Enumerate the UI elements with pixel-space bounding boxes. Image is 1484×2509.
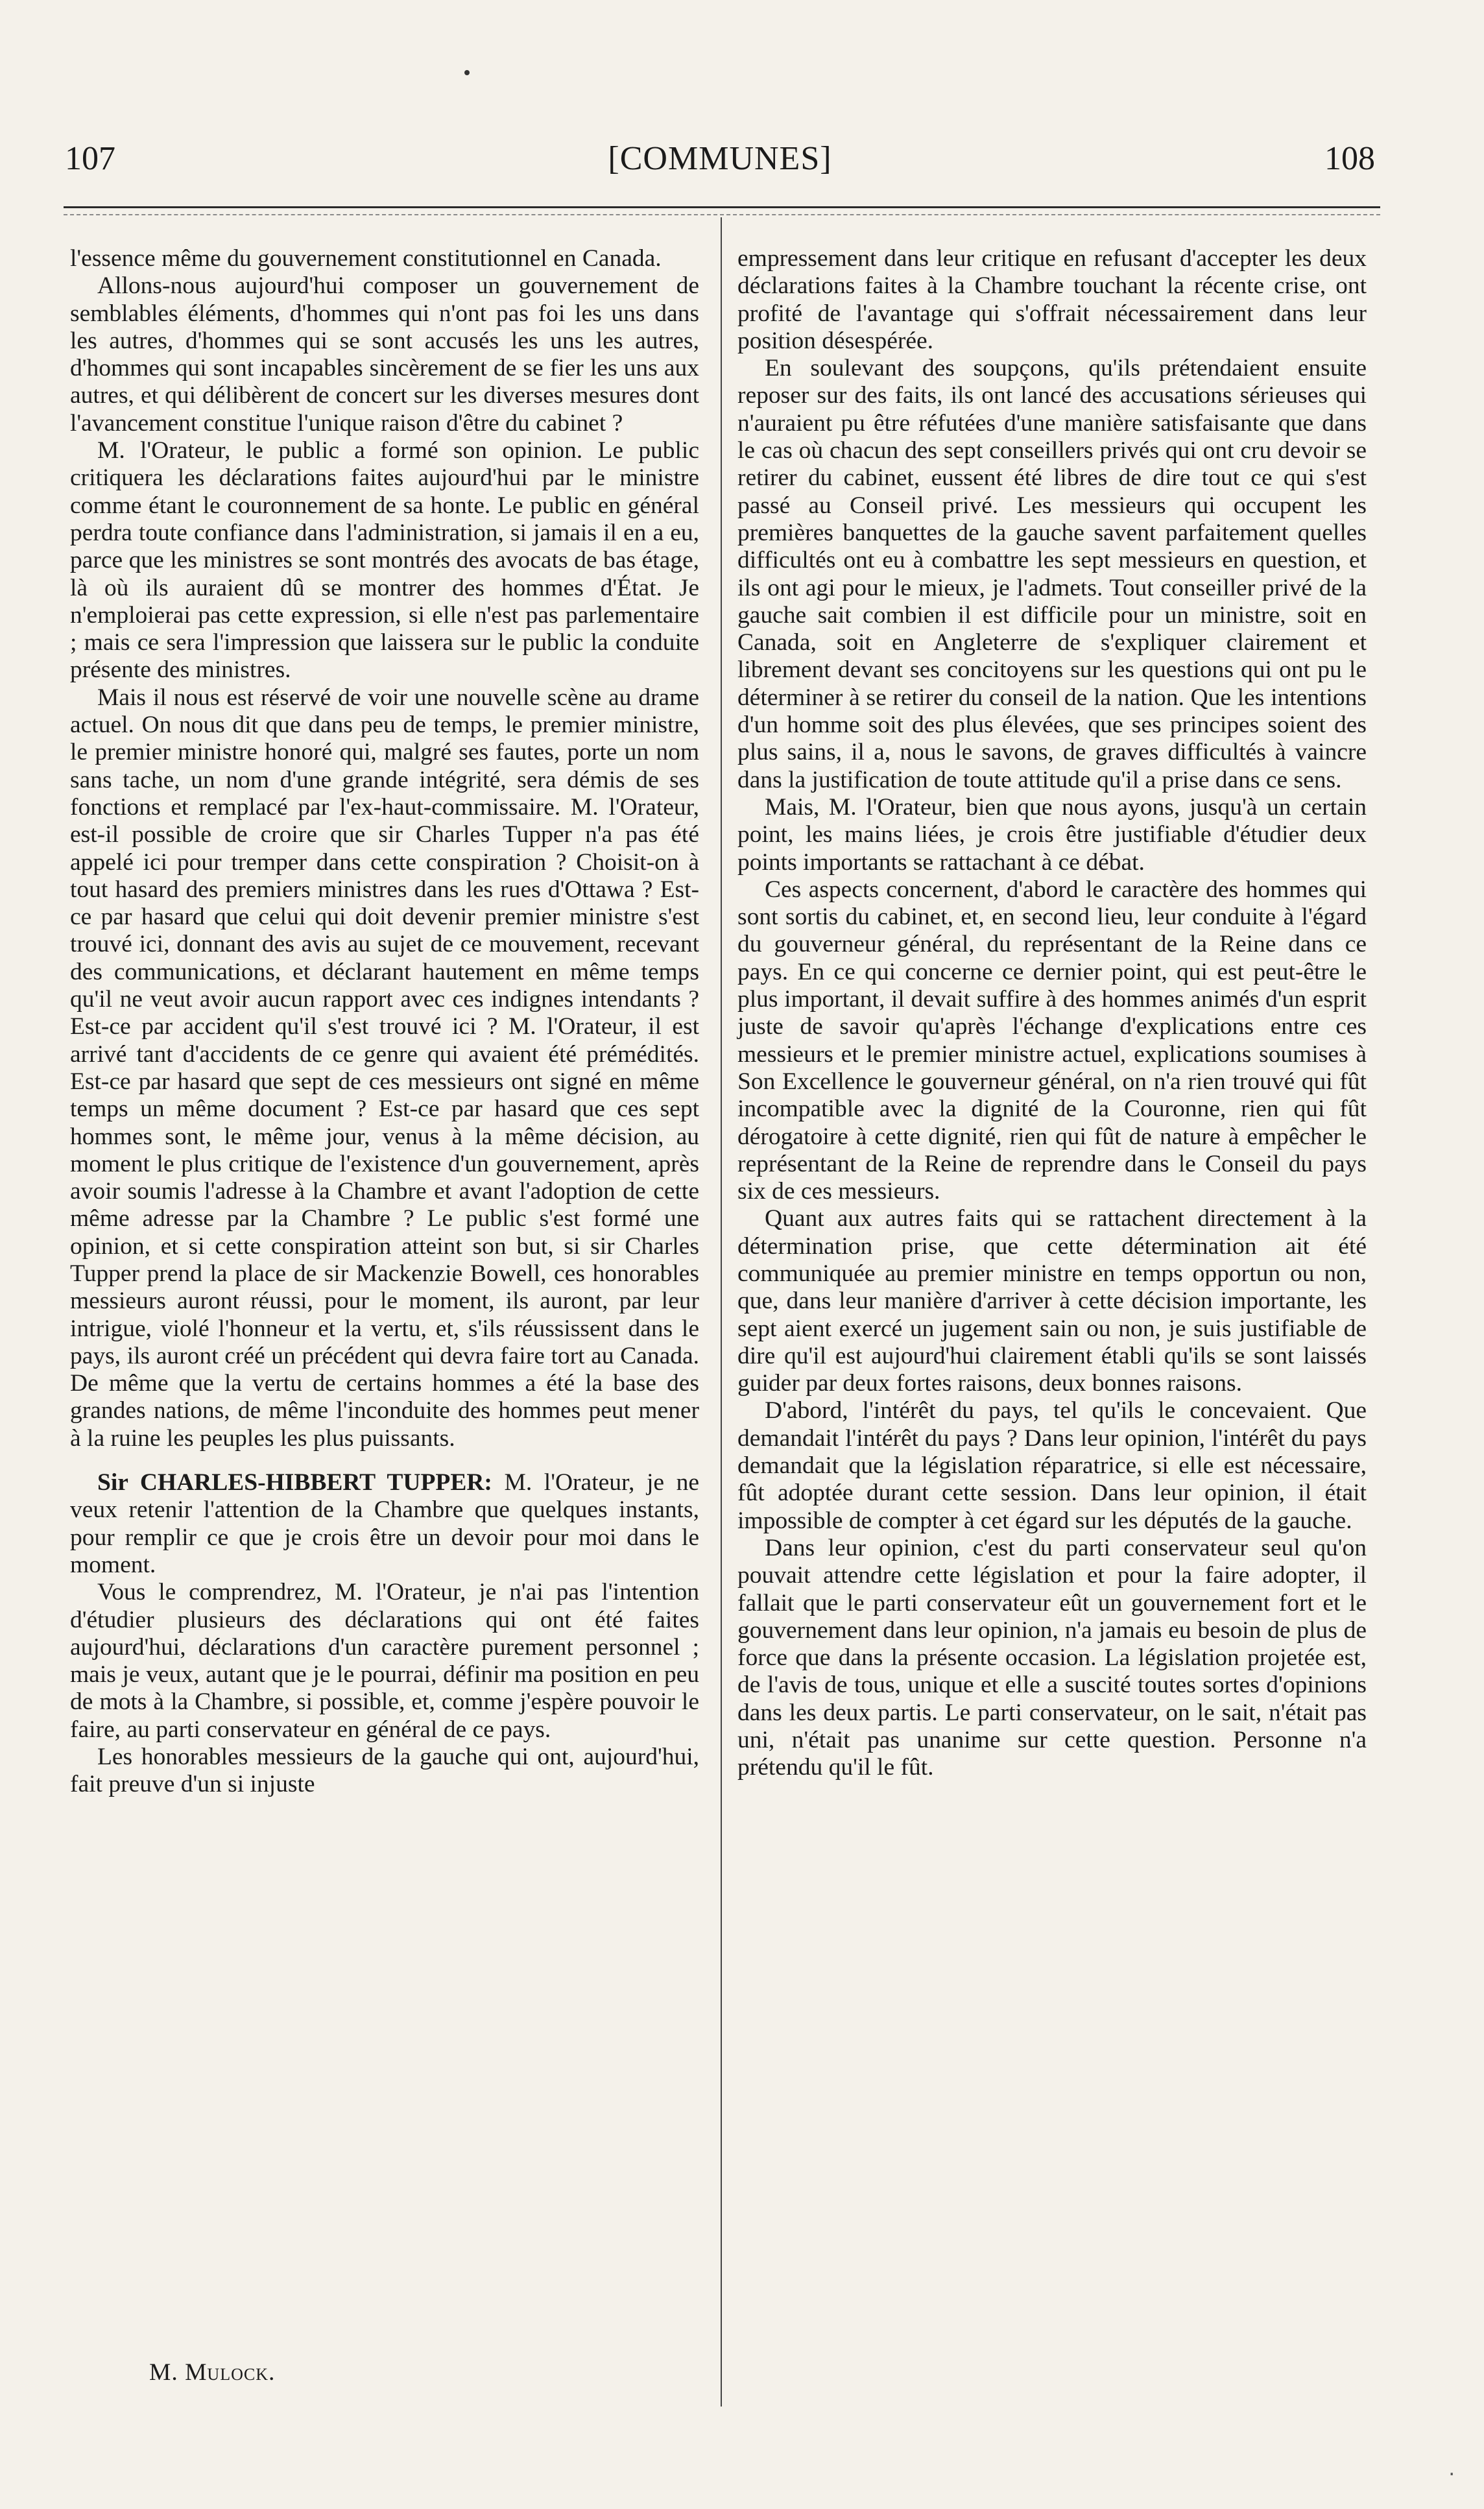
header-rule (64, 206, 1380, 208)
page-header (65, 133, 1375, 185)
printer-dot (464, 70, 470, 75)
corner-mark: · (1446, 2465, 1457, 2484)
paragraph: Quant aux autres faits qui se rattachent directement à la détermination prise, que cette détermination ait été communiquée au premier ministre en temps opportun ou non, que, dans leur manière d'arriver à cette décision importante, les sept aient exercé un jugement sain ou non, je suis justifiable de dire qu'il est aujourd'hui clairement établi qu'ils se sont laissés guider par deux fortes raisons, deux bonnes raisons. (737, 1205, 1367, 1397)
column-divider (721, 217, 722, 2407)
paragraph: En soulevant des soupçons, qu'ils prétendaient ensuite reposer sur des faits, ils ont lancé des accusations sérieuses qui n'auraient pu être réfutées d'une manière satisfaisante que dans le cas où chacun des sept conseillers privés qui ont cru devoir se retirer du cabinet, eussent été libres de dire tout ce qui s'est passé au Conseil privé. Les messieurs qui occupent les premières banquettes de la gauche savent parfaitement quelles difficultés ont eu à combattre les sept messieurs en question, et ils ont agi pour le mieux, je l'admets. Tout conseiller privé de la gauche sait combien il est difficile pour un ministre, soit en Canada, soit en Angleterre de s'expliquer clairement et librement devant ses concitoyens sur les questions qui ont pu le déterminer à se retirer du conseil de la nation. Que les intentions d'un homme soit des plus élevées, que ses principes soient des plus sains, il a, nous le savons, de graves difficultés à vaincre dans la justification de toute attitude qu'il a prise dans ce sens. (737, 355, 1367, 793)
paragraph: Les honorables messieurs de la gauche qui ont, aujourd'hui, fait preuve d'un si injuste (70, 1744, 699, 1798)
page-number-right: 108 (1324, 140, 1375, 177)
speaker-name: Sir CHARLES-HIBBERT TUPPER: (97, 1469, 492, 1496)
paragraph: Dans leur opinion, c'est du parti conservateur seul qu'on pouvait attendre cette législation et pour la faire adopter, il fallait que le parti conservateur eût un gouvernement fort et le gouvernement dans leur opinion, n'a jamais eu besoin de plus de force que dans la présente occasion. La législation projetée est, de l'avis de tous, unique et elle a suscité toutes sortes d'opinions dans les deux partis. Le parti conservateur, on le sait, n'était pas uni, n'était pas unanime sur cette question. Personne n'a prétendu qu'il le fût. (737, 1534, 1367, 1781)
running-title: [COMMUNES] (608, 140, 832, 177)
header-rule-dashed (64, 214, 1380, 215)
right-column (737, 245, 1367, 1782)
paragraph: l'essence même du gouvernement constitutionnel en Canada. (70, 245, 662, 272)
paragraph: Vous le comprendrez, M. l'Orateur, je n'ai pas l'intention d'étudier plusieurs des déclarations qui ont été faites aujourd'hui, déclarations d'un caractère purement personnel ; mais je veux, autant que je le pourrai, définir ma position en peu de mots à la Chambre, si possible, et, comme j'espère pouvoir le faire, au parti conservateur en général de ce pays. (70, 1579, 699, 1743)
paragraph: Mais il nous est réservé de voir une nouvelle scène au drame actuel. On nous dit que dans peu de temps, le premier ministre, le premier ministre honoré qui, malgré ses fautes, porte un nom sans tache, un nom d'une grande intégrité, sera démis de ses fonctions et remplacé par l'ex-haut-commissaire. M. l'Orateur, est-il possible de croire que sir Charles Tupper n'a pas été appelé ici pour tremper dans cette conspiration ? Choisit-on à tout hasard des premiers ministres dans les rues d'Ottawa ? Est-ce par hasard que celui qui doit devenir premier ministre s'est trouvé ici, donnant des avis au sujet de ce mouvement, recevant des communications, et déclarant hautement en même temps qu'il ne veut avoir aucun rapport avec ces indignes intendants ? Est-ce par accident qu'il s'est trouvé ici ? M. l'Orateur, il est arrivé tant d'accidents de ce genre qui avaient été prémédités. Est-ce par hasard que sept de ces messieurs ont signé en même temps un même document ? Est-ce par hasard que ces sept hommes sont, le même jour, venus à la même décision, au moment le plus critique de l'existence d'un gouvernement, après avoir soumis l'adresse à la Chambre et avant l'adoption de cette même adresse par la Chambre ? Le public s'est formé une opinion, et si cette conspiration atteint son but, si sir Charles Tupper prend la place de sir Mackenzie Bowell, ces honorables messieurs auront réussi, pour le moment, ils auront, par leur intrigue, violé l'honneur et la vertu, et, s'ils réussissent dans le pays, ils auront créé un précédent qui devra faire tort au Canada. De même que la vertu de certains hommes a été la base des grandes nations, de même l'inconduite des hommes peut mener à la ruine les peuples les plus puissants. (70, 684, 699, 1452)
footer-speaker: M. Mulock. (149, 2359, 276, 2386)
speech-text: M. l'Orateur, je ne veux retenir l'attention de la Chambre que quelques instants, pour remplir ce que je crois être un devoir pour moi dans le moment. (70, 1469, 699, 1578)
speech-opening (70, 1469, 699, 1579)
left-column (70, 245, 699, 1799)
paragraph: M. l'Orateur, le public a formé son opinion. Le public critiquera les déclarations faites aujourd'hui par le ministre comme étant le couronnement de sa honte. Le public en général perdra toute confiance dans l'administration, si jamais il en a eu, parce que les ministres se sont montrés des avocats de bas étage, là où ils auraient dû se montrer des hommes d'État. Je n'emploierai pas cette expression, si elle n'est pas parlementaire ; mais ce sera l'impression que laissera sur le public la conduite présente des ministres. (70, 437, 699, 684)
paragraph: Mais, M. l'Orateur, bien que nous ayons, jusqu'à un certain point, les mains liées, je crois être justifiable d'étudier deux points importants se rattachant à ce débat. (737, 793, 1367, 876)
page-number-left: 107 (65, 140, 115, 177)
paragraph: empressement dans leur critique en refusant d'accepter les deux déclarations faites à la Chambre touchant la récente crise, ont profité de l'avantage qui s'offrait nécessairement dans leur position désespérée. (737, 245, 1367, 354)
paragraph: D'abord, l'intérêt du pays, tel qu'ils le concevaient. Que demandait l'intérêt du pays ? Dans leur opinion, l'intérêt du pays demandait que la législation réparatrice, si elle est nécessaire, fût adoptée durant cette session. Dans leur opinion, il était impossible de compter à cet égard sur les députés de la gauche. (737, 1397, 1367, 1534)
paragraph: Allons-nous aujourd'hui composer un gouvernement de semblables éléments, d'hommes qui n'ont pas foi les uns dans les autres, d'hommes qui se sont accusés les uns les autres, d'hommes qui sont incapables sincèrement de se fier les uns aux autres, et qui délibèrent de concert sur les diverses mesures dont l'avancement constitue l'unique raison d'être du cabinet ? (70, 272, 699, 437)
paragraph: Ces aspects concernent, d'abord le caractère des hommes qui sont sortis du cabinet, et, en second lieu, leur conduite à l'égard du gouverneur général, du représentant de la Reine dans ce pays. En ce qui concerne ce dernier point, qui est peut-être le plus important, il devait suffire à des hommes animés d'un esprit juste de savoir qu'après l'échange d'explications entre ces messieurs et le premier ministre actuel, explications soumises à Son Excellence le gouverneur général, on n'a rien trouvé qui fût incompatible avec la dignité de la Couronne, rien qui fût dérogatoire à cette dignité, rien qui fût de nature à empêcher le représentant de la Reine de reprendre dans le Conseil du pays six de ces messieurs. (737, 876, 1367, 1205)
